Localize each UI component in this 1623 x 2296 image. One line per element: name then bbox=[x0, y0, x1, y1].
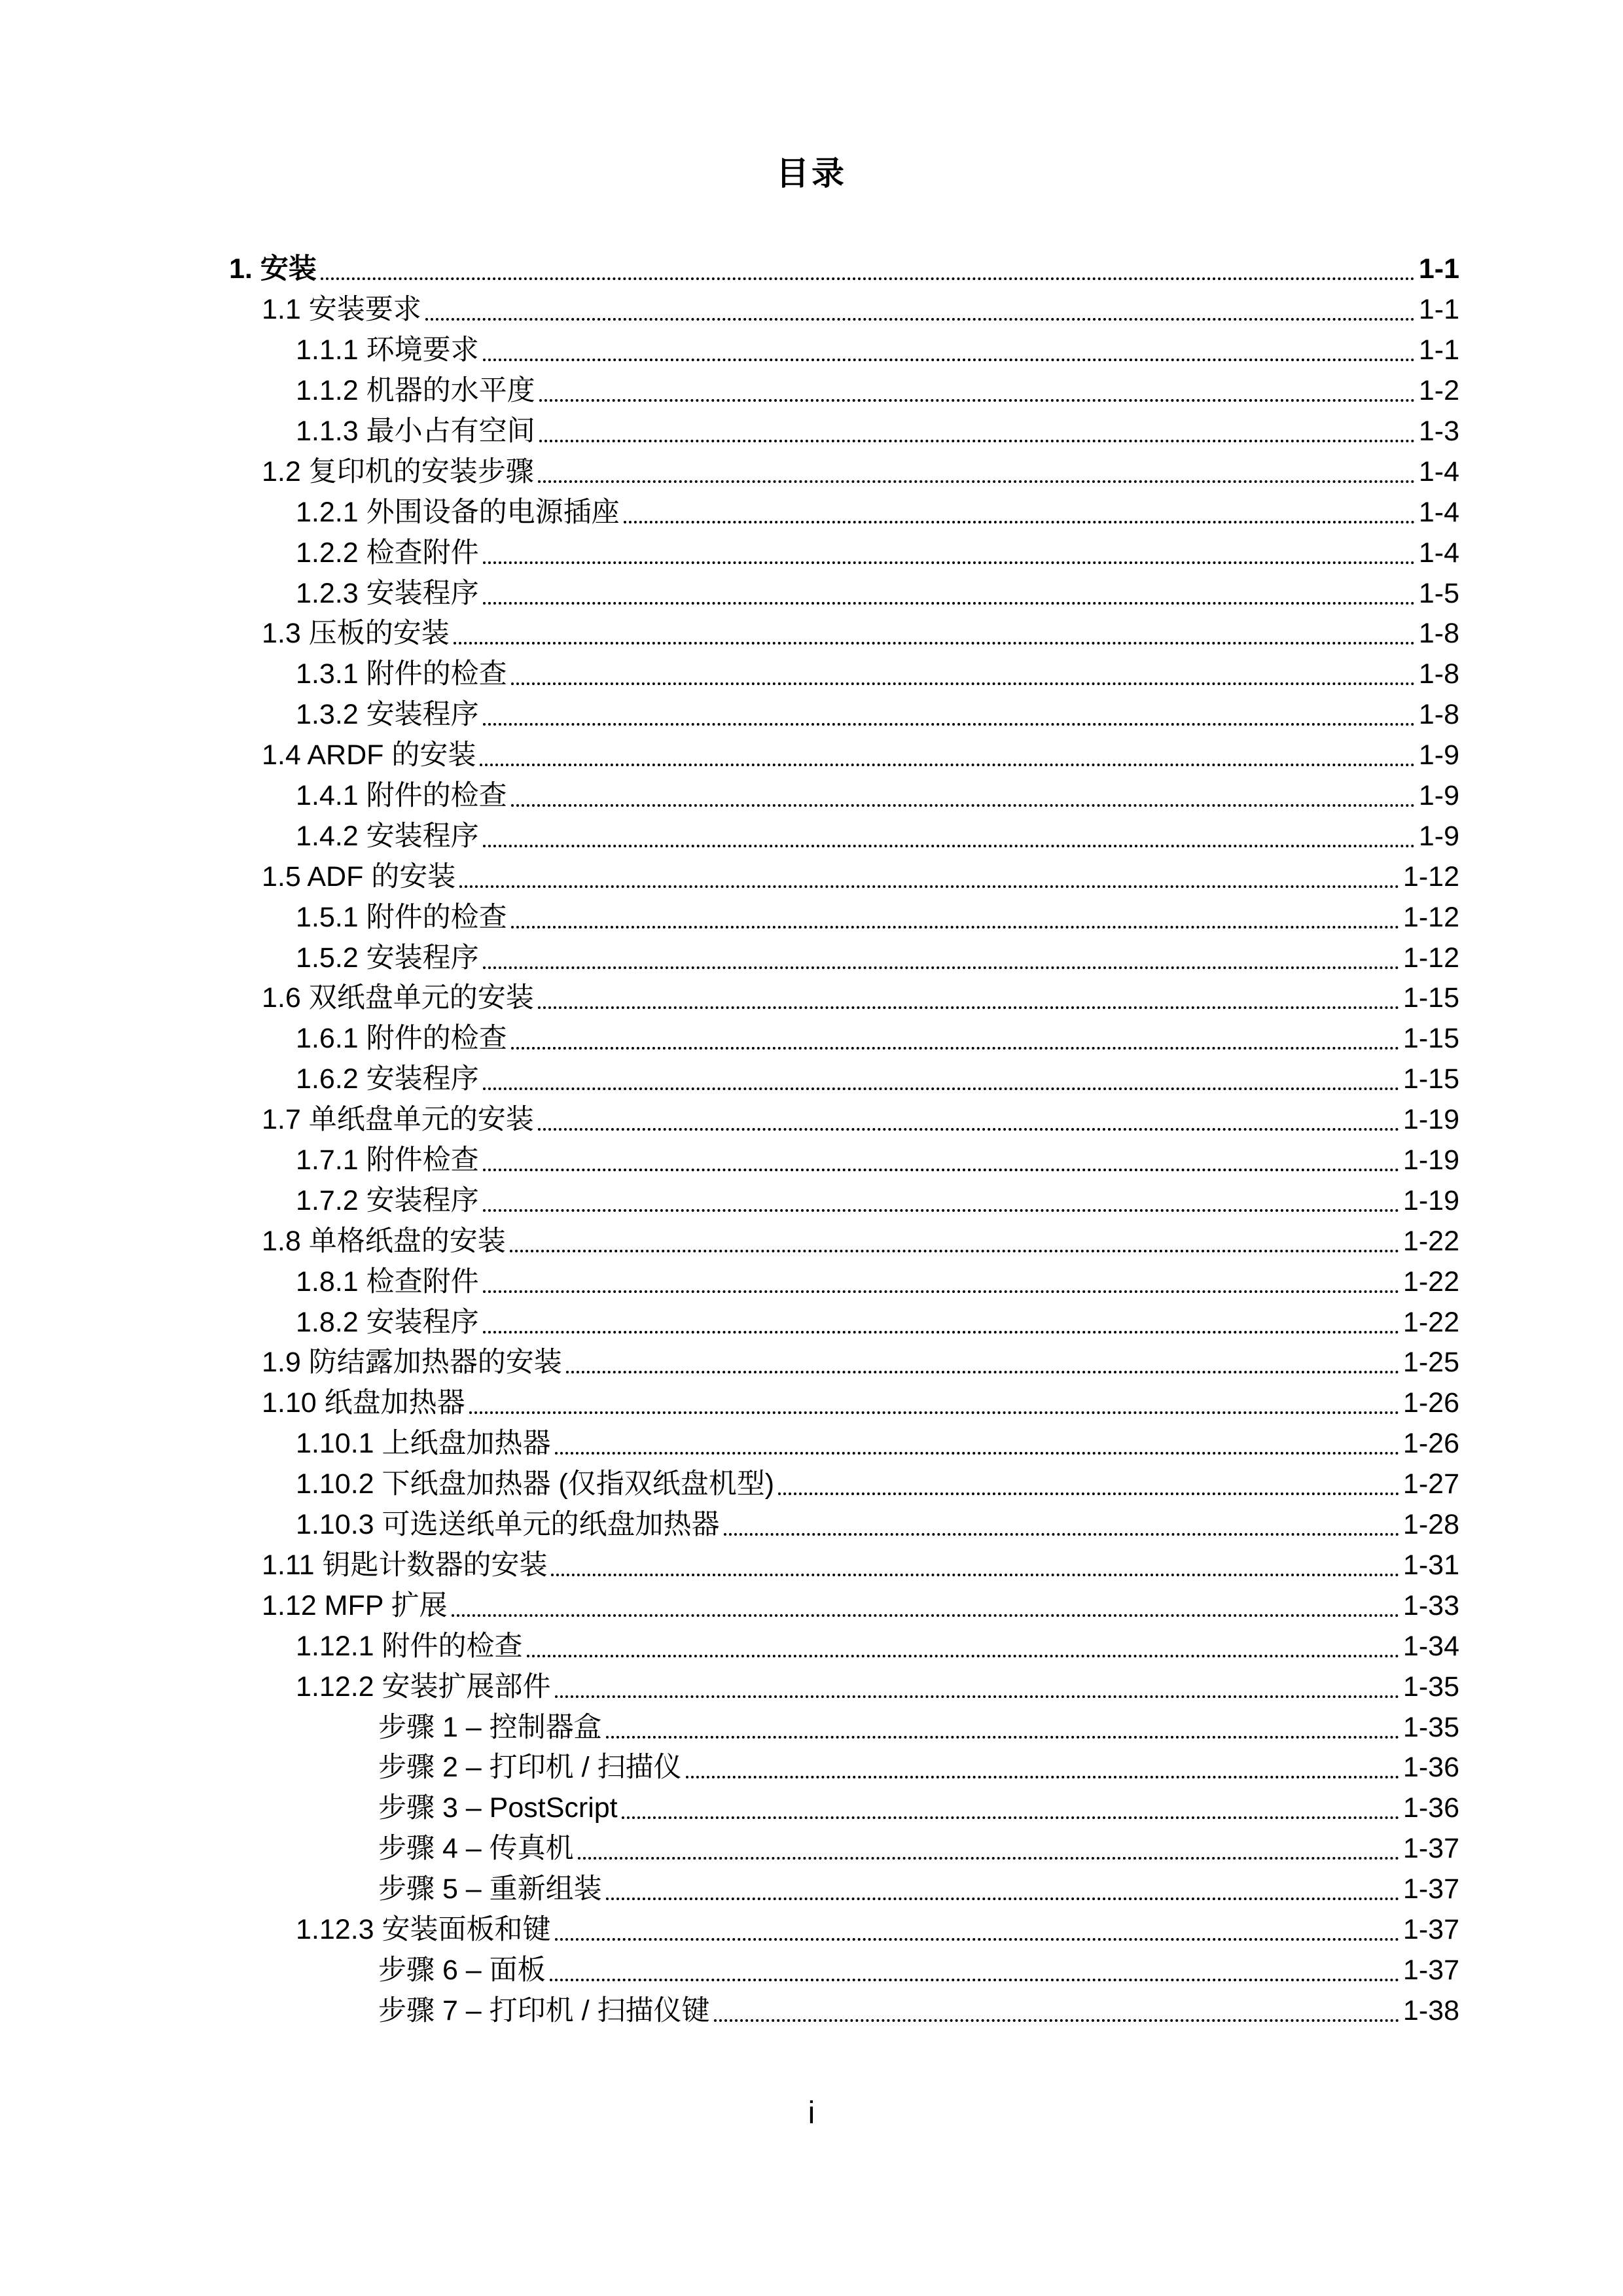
toc-entry[interactable] bbox=[229, 1585, 1459, 1626]
dot-leader bbox=[606, 1735, 1399, 1739]
dot-leader bbox=[511, 682, 1415, 685]
toc-entry-label: 1.6 双纸盘单元的安装 bbox=[262, 982, 534, 1014]
dot-leader bbox=[724, 1532, 1399, 1536]
toc-entry-label: 1.2 复印机的安装步骤 bbox=[262, 455, 534, 487]
toc-entry-label: 1.4.2 安装程序 bbox=[296, 820, 479, 852]
toc-entry-page: 1-26 bbox=[1402, 1387, 1459, 1419]
toc-entry-label: 1.11 钥匙计数器的安装 bbox=[262, 1549, 548, 1581]
toc-entry-page: 1-22 bbox=[1402, 1225, 1459, 1257]
dot-leader bbox=[578, 1856, 1399, 1860]
dot-leader bbox=[511, 1046, 1399, 1050]
dot-leader bbox=[538, 1127, 1399, 1131]
dot-leader bbox=[551, 1573, 1399, 1576]
toc-entry-label: 步骤 1 – 控制器盒 bbox=[378, 1711, 602, 1743]
toc-entry-label: 1.4 ARDF 的安装 bbox=[262, 739, 476, 771]
toc-entry-label: 1.8 单格纸盘的安装 bbox=[262, 1225, 506, 1257]
toc-entry-label: 1.1.1 环境要求 bbox=[296, 334, 479, 366]
toc-entry[interactable] bbox=[229, 573, 1459, 614]
dot-leader bbox=[714, 2019, 1399, 2022]
dot-leader bbox=[483, 1087, 1399, 1090]
toc-entry-label: 步骤 3 – PostScript bbox=[378, 1792, 618, 1824]
toc-entry-page: 1-19 bbox=[1402, 1184, 1459, 1216]
page-title: 目录 bbox=[776, 154, 847, 192]
toc-entry[interactable] bbox=[229, 451, 1459, 492]
toc-entry-page: 1-37 bbox=[1402, 1873, 1459, 1905]
dot-leader bbox=[483, 1330, 1399, 1333]
dot-leader bbox=[686, 1775, 1399, 1778]
toc-entry[interactable] bbox=[229, 1140, 1459, 1181]
dot-leader bbox=[425, 317, 1415, 321]
toc-entry-label: 1.1.2 机器的水平度 bbox=[296, 375, 535, 407]
toc-entry-label: 1.10.3 可选送纸单元的纸盘加热器 bbox=[296, 1509, 720, 1541]
dot-leader bbox=[624, 520, 1415, 523]
toc-entry[interactable] bbox=[229, 330, 1459, 371]
dot-leader bbox=[550, 1978, 1399, 1981]
toc-entry[interactable] bbox=[229, 816, 1459, 857]
toc-entry[interactable] bbox=[229, 1990, 1459, 2031]
toc-entry-label: 1.7 单纸盘单元的安装 bbox=[262, 1104, 534, 1136]
toc-entry-label: 1.2.2 检查附件 bbox=[296, 537, 479, 569]
dot-leader bbox=[566, 1370, 1399, 1373]
toc-entry-label: 1.3.1 附件的检查 bbox=[296, 658, 507, 690]
toc-entry[interactable] bbox=[229, 654, 1459, 695]
toc-entry[interactable] bbox=[229, 1059, 1459, 1100]
toc-entry-page: 1-12 bbox=[1402, 942, 1459, 974]
toc-entry-label: 1.8.2 安装程序 bbox=[296, 1306, 479, 1338]
toc-entry-page: 1-1 bbox=[1418, 253, 1459, 285]
dot-leader bbox=[459, 885, 1399, 888]
dot-leader bbox=[321, 277, 1415, 280]
toc-entry-page: 1-37 bbox=[1402, 1833, 1459, 1865]
dot-leader bbox=[483, 1290, 1399, 1293]
toc-entry-label: 1.10.2 下纸盘加热器 (仅指双纸盘机型) bbox=[296, 1468, 775, 1500]
toc-entry-page: 1-38 bbox=[1402, 1994, 1459, 2026]
toc-entry-page: 1-9 bbox=[1418, 780, 1459, 812]
toc-entry[interactable] bbox=[229, 1505, 1459, 1545]
toc-entry-page: 1-22 bbox=[1402, 1265, 1459, 1298]
dot-leader bbox=[510, 1249, 1399, 1252]
toc-entry[interactable] bbox=[229, 938, 1459, 978]
dot-leader bbox=[555, 1451, 1399, 1455]
page-number: i bbox=[808, 2096, 815, 2130]
toc-entry-label: 1.12 MFP 扩展 bbox=[262, 1589, 448, 1621]
toc-entry-page: 1-12 bbox=[1402, 860, 1459, 892]
toc-entry-page: 1-37 bbox=[1402, 1913, 1459, 1945]
toc-entry-page: 1-27 bbox=[1402, 1468, 1459, 1500]
toc-entry-label: 1.12.3 安装面板和键 bbox=[296, 1913, 551, 1945]
toc-entry-label: 步骤 5 – 重新组装 bbox=[378, 1873, 602, 1905]
toc-entry[interactable] bbox=[229, 1302, 1459, 1343]
toc-entry[interactable] bbox=[229, 857, 1459, 897]
toc-entry[interactable] bbox=[229, 897, 1459, 938]
dot-leader bbox=[778, 1492, 1399, 1495]
toc-entry-label: 1.9 防结露加热器的安装 bbox=[262, 1347, 562, 1379]
toc-entry-page: 1-9 bbox=[1418, 739, 1459, 771]
toc-entry[interactable] bbox=[229, 1748, 1459, 1788]
dot-leader bbox=[511, 925, 1399, 928]
toc-entry-label: 步骤 7 – 打印机 / 扫描仪键 bbox=[378, 1994, 710, 2026]
toc-entry[interactable] bbox=[229, 1262, 1459, 1302]
toc-entry[interactable] bbox=[229, 1464, 1459, 1505]
toc-entry-label: 步骤 4 – 传真机 bbox=[378, 1833, 574, 1865]
toc-entry[interactable] bbox=[229, 614, 1459, 654]
toc-entry-page: 1-1 bbox=[1418, 294, 1459, 326]
toc-entry[interactable] bbox=[229, 1180, 1459, 1221]
toc-entry-page: 1-36 bbox=[1402, 1792, 1459, 1824]
toc-entry[interactable] bbox=[229, 735, 1459, 776]
toc-entry-page: 1-5 bbox=[1418, 577, 1459, 609]
toc-entry-label: 1.10 纸盘加热器 bbox=[262, 1387, 465, 1419]
toc-entry-page: 1-8 bbox=[1418, 699, 1459, 731]
toc-entry-page: 1-34 bbox=[1402, 1630, 1459, 1662]
toc-entry-label: 1.4.1 附件的检查 bbox=[296, 780, 507, 812]
toc-entry-label: 1.2.1 外围设备的电源插座 bbox=[296, 496, 620, 528]
toc-entry-page: 1-4 bbox=[1418, 496, 1459, 528]
dot-leader bbox=[483, 1168, 1399, 1171]
toc-entry-label: 1.12.2 安装扩展部件 bbox=[296, 1670, 551, 1703]
toc-entry-label: 1.10.1 上纸盘加热器 bbox=[296, 1428, 551, 1460]
toc-entry-page: 1-35 bbox=[1402, 1711, 1459, 1743]
toc-entry-label: 1.8.1 检查附件 bbox=[296, 1265, 479, 1298]
toc-entry-label: 1.7.1 附件检查 bbox=[296, 1144, 479, 1176]
dot-leader bbox=[622, 1816, 1399, 1819]
toc-entry-label: 步骤 2 – 打印机 / 扫描仪 bbox=[378, 1752, 682, 1784]
table-of-contents bbox=[229, 249, 1459, 2031]
toc-entry[interactable] bbox=[229, 1707, 1459, 1748]
toc-entry-page: 1-15 bbox=[1402, 1023, 1459, 1055]
toc-entry[interactable] bbox=[229, 1910, 1459, 1951]
dot-leader bbox=[555, 1937, 1399, 1941]
toc-entry[interactable] bbox=[229, 1424, 1459, 1464]
toc-entry-label: 1.5 ADF 的安装 bbox=[262, 860, 456, 892]
dot-leader bbox=[511, 804, 1415, 807]
toc-entry[interactable] bbox=[229, 1100, 1459, 1140]
toc-entry[interactable] bbox=[229, 533, 1459, 573]
toc-entry[interactable] bbox=[229, 1667, 1459, 1707]
toc-entry[interactable] bbox=[229, 1019, 1459, 1059]
toc-entry[interactable] bbox=[229, 1788, 1459, 1829]
toc-entry-page: 1-12 bbox=[1402, 901, 1459, 933]
toc-entry-page: 1-4 bbox=[1418, 455, 1459, 487]
toc-entry-page: 1-25 bbox=[1402, 1347, 1459, 1379]
toc-entry-label: 步骤 6 – 面板 bbox=[378, 1954, 546, 1986]
toc-entry-label: 1.3.2 安装程序 bbox=[296, 699, 479, 731]
toc-entry-page: 1-37 bbox=[1402, 1954, 1459, 1986]
dot-leader bbox=[539, 398, 1415, 402]
toc-entry-page: 1-36 bbox=[1402, 1752, 1459, 1784]
dot-leader bbox=[483, 358, 1415, 361]
toc-entry-page: 1-33 bbox=[1402, 1589, 1459, 1621]
toc-entry[interactable] bbox=[229, 1545, 1459, 1586]
toc-entry-label: 1.5.2 安装程序 bbox=[296, 942, 479, 974]
toc-entry[interactable] bbox=[229, 978, 1459, 1019]
toc-entry[interactable] bbox=[229, 371, 1459, 412]
toc-entry-label: 1.1 安装要求 bbox=[262, 294, 421, 326]
dot-leader bbox=[483, 1209, 1399, 1212]
dot-leader bbox=[452, 1614, 1399, 1617]
toc-entry[interactable] bbox=[229, 1221, 1459, 1262]
toc-entry-page: 1-26 bbox=[1402, 1428, 1459, 1460]
toc-entry[interactable] bbox=[229, 290, 1459, 330]
toc-entry[interactable] bbox=[229, 1869, 1459, 1910]
toc-entry[interactable] bbox=[229, 1343, 1459, 1383]
toc-entry[interactable] bbox=[229, 412, 1459, 452]
toc-entry-page: 1-35 bbox=[1402, 1670, 1459, 1703]
dot-leader bbox=[606, 1897, 1399, 1900]
toc-entry[interactable] bbox=[229, 1950, 1459, 1990]
toc-entry-label: 1.3 压板的安装 bbox=[262, 618, 450, 650]
toc-entry-page: 1-1 bbox=[1418, 334, 1459, 366]
toc-entry-label: 1.12.1 附件的检查 bbox=[296, 1630, 523, 1662]
toc-entry[interactable] bbox=[229, 492, 1459, 533]
toc-entry[interactable] bbox=[229, 1383, 1459, 1424]
dot-leader bbox=[539, 439, 1415, 442]
toc-entry-page: 1-4 bbox=[1418, 537, 1459, 569]
toc-entry-label: 1.6.2 安装程序 bbox=[296, 1063, 479, 1095]
toc-entry-page: 1-9 bbox=[1418, 820, 1459, 852]
toc-entry-label: 1.2.3 安装程序 bbox=[296, 577, 479, 609]
toc-entry-page: 1-19 bbox=[1402, 1104, 1459, 1136]
dot-leader bbox=[538, 1006, 1399, 1009]
dot-leader bbox=[483, 561, 1415, 564]
toc-entry-label: 1.7.2 安装程序 bbox=[296, 1184, 479, 1216]
dot-leader bbox=[483, 722, 1415, 726]
toc-entry-page: 1-3 bbox=[1418, 415, 1459, 447]
toc-entry-page: 1-15 bbox=[1402, 1063, 1459, 1095]
toc-entry[interactable] bbox=[229, 776, 1459, 817]
toc-entry-page: 1-22 bbox=[1402, 1306, 1459, 1338]
toc-entry-page: 1-19 bbox=[1402, 1144, 1459, 1176]
toc-entry-page: 1-28 bbox=[1402, 1509, 1459, 1541]
dot-leader bbox=[454, 641, 1415, 645]
dot-leader bbox=[483, 844, 1415, 847]
toc-entry-page: 1-8 bbox=[1418, 618, 1459, 650]
dot-leader bbox=[469, 1411, 1399, 1414]
toc-entry[interactable] bbox=[229, 695, 1459, 735]
toc-entry-page: 1-8 bbox=[1418, 658, 1459, 690]
dot-leader bbox=[483, 601, 1415, 605]
toc-entry-page: 1-31 bbox=[1402, 1549, 1459, 1581]
dot-leader bbox=[480, 763, 1414, 766]
toc-entry-page: 1-2 bbox=[1418, 375, 1459, 407]
dot-leader bbox=[555, 1695, 1399, 1698]
toc-entry[interactable] bbox=[229, 1626, 1459, 1667]
toc-entry[interactable] bbox=[229, 1829, 1459, 1869]
dot-leader bbox=[483, 966, 1399, 969]
dot-leader bbox=[538, 480, 1415, 483]
dot-leader bbox=[527, 1654, 1399, 1657]
toc-entry[interactable] bbox=[229, 249, 1459, 290]
toc-entry-page: 1-15 bbox=[1402, 982, 1459, 1014]
toc-entry-label: 1. 安装 bbox=[229, 253, 317, 285]
toc-entry-label: 1.5.1 附件的检查 bbox=[296, 901, 507, 933]
toc-entry-label: 1.1.3 最小占有空间 bbox=[296, 415, 535, 447]
toc-entry-label: 1.6.1 附件的检查 bbox=[296, 1023, 507, 1055]
